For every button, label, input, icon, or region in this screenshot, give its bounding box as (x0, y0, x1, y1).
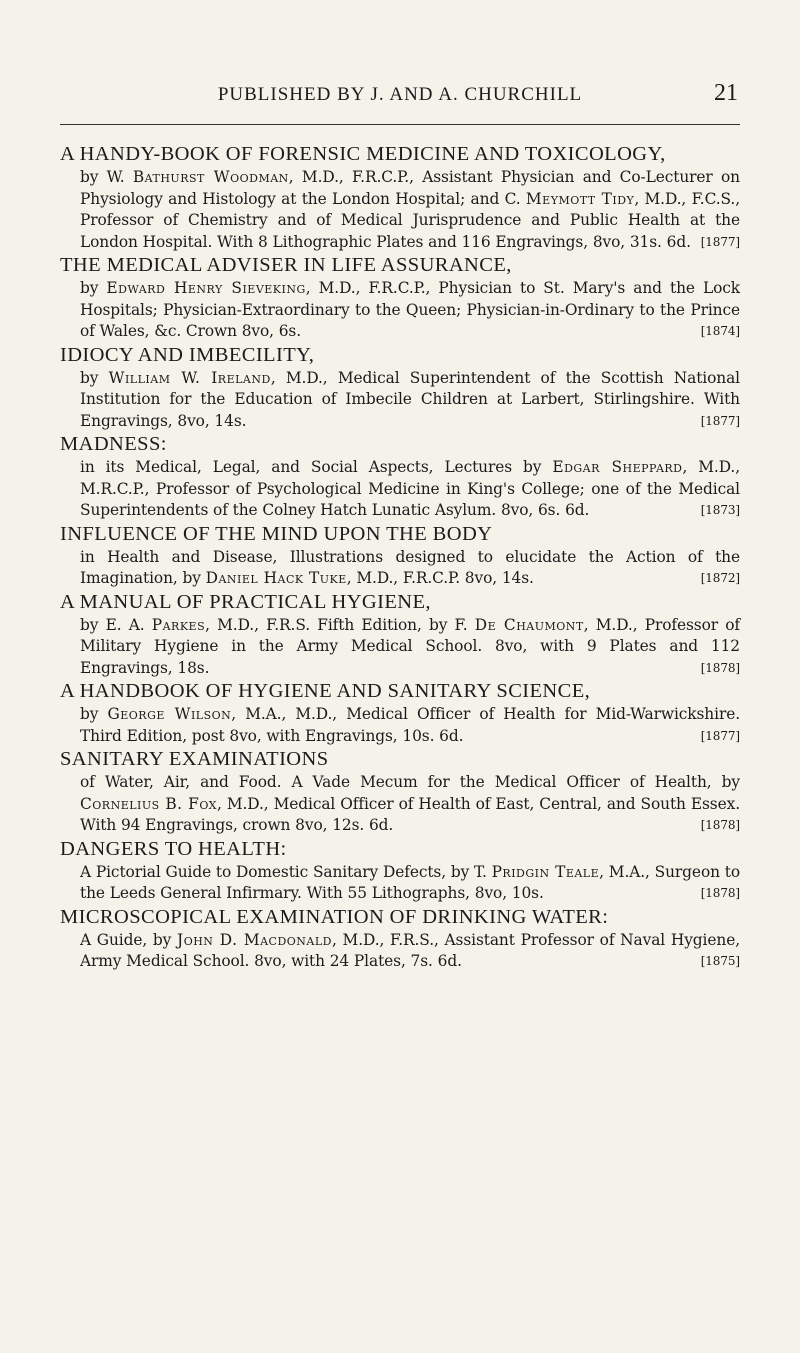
entry-description (60, 930, 740, 973)
publication-year: [1874] (700, 324, 740, 338)
author-name: Bathurst Woodman (132, 168, 289, 186)
author-name: John D. Macdonald (177, 930, 332, 949)
page-number: 21 (714, 80, 738, 106)
entry-text: , M.D., Professor of Military Hygiene in the Army Medical School. 8vo, with 9 Plates and 112 Engravings, 18s. (80, 615, 740, 677)
entry-text: by (80, 368, 109, 387)
entry-text: by E. A. (80, 615, 152, 634)
entry-text: by (80, 279, 107, 297)
catalogue-entry (60, 142, 740, 253)
catalogue-entry (60, 343, 740, 433)
author-name: Meymott Tidy (525, 189, 635, 208)
entry-title: SANITARY EXAMINATIONS (60, 748, 329, 770)
entry-title: THE MEDICAL ADVISER IN LIFE ASSURANCE, (60, 254, 512, 276)
publication-year: [1873] (700, 503, 740, 517)
entry-title: DANGERS TO HEALTH: (60, 837, 287, 860)
entry-text: , M.D., F.R.C.P., Assistant Physician and Co-Lecturer on Physiology and Histology at the London Hospital; and C. (80, 168, 740, 208)
publication-year: [1878] (700, 818, 740, 832)
entry-text: A Pictorial Guide to Domestic Sanitary Defects, by T. (80, 862, 492, 881)
entry-list (60, 142, 740, 973)
entry-title: INFLUENCE OF THE MIND UPON THE BODY (60, 522, 493, 545)
entry-text: , M.D., F.C.S., Professor of Chemistry and of Medical Jurisprudence and Public Health at the London Hospital. With 8 Lithographic Plates and 116 Engravings, 8vo, 31s. 6d. (80, 189, 740, 251)
author-name: Daniel Hack Tuke (205, 569, 347, 587)
entry-description (60, 278, 740, 343)
entry-text: in its Medical, Legal, and Social Aspects, Lectures by (80, 458, 553, 476)
entry-text: , M.D., F.R.S. Fifth Edition, by F. (205, 615, 475, 634)
entry-title: IDIOCY AND IMBECILITY, (60, 343, 315, 366)
author-name: Parkes (151, 615, 206, 634)
publication-year: [1877] (700, 234, 740, 249)
entry-text: by W. (80, 168, 133, 186)
entry-description (60, 862, 740, 905)
publication-year: [1878] (700, 886, 740, 900)
entry-text: in Health and Disease, Illustrations designed to elucidate the Action of the Imagination, by (80, 547, 740, 587)
entry-text: , M.A., Surgeon to the Leeds General Infirmary. With 55 Lithographs, 8vo, 10s. (80, 862, 741, 902)
entry-title: MADNESS: (60, 433, 167, 455)
catalogue-entry (60, 590, 740, 680)
catalogue-entry (60, 905, 740, 973)
entry-text: A Guide, by (80, 930, 178, 949)
author-name: De Chaumont (474, 615, 584, 634)
catalogue-entry (60, 837, 740, 905)
catalogue-entry (60, 679, 740, 747)
entry-text: , M.D., F.R.C.P., Physician to St. Mary's and the Lock Hospitals; Physician-Extraordinary to the Queen; Physician-in-Ordinary to the Prince of Wales, &c. Crown 8vo, 6s. (80, 279, 741, 340)
author-name: Pridgin Teale (491, 862, 600, 881)
entry-title: A HANDY-BOOK OF FORENSIC MEDICINE AND TOXICOLOGY, (60, 143, 666, 165)
entry-text: by (80, 705, 108, 723)
entry-title: A HANDBOOK OF HYGIENE AND SANITARY SCIENCE, (60, 680, 591, 702)
running-header (60, 76, 740, 116)
header-title: PUBLISHED BY J. AND A. CHURCHILL (217, 84, 583, 105)
author-name: William W. Ireland (108, 368, 271, 387)
publication-year: [1877] (700, 728, 740, 743)
author-name: Edward Henry Sieveking (106, 279, 306, 297)
entry-description (60, 547, 740, 590)
entry-title: A MANUAL OF PRACTICAL HYGIENE, (60, 590, 431, 613)
entry-text: , M.D., Medical Officer of Health of East, Central, and South Essex. With 94 Engravings, crown 8vo, 12s. 6d. (80, 794, 740, 834)
entry-text: of Water, Air, and Food. A Vade Mecum for the Medical Officer of Health, by (80, 773, 740, 791)
entry-description (60, 704, 740, 747)
entry-text: , M.A., M.D., Medical Officer of Health for Mid-Warwickshire. Third Edition, post 8vo, with Engravings, 10s. 6d. (80, 705, 740, 745)
catalogue-entry (60, 253, 740, 343)
entry-description (60, 615, 740, 680)
publication-year: [1878] (700, 660, 740, 675)
entry-text: , M.D., Medical Superintendent of the Scottish National Institution for the Education of Imbecile Children at Larbert, Stirlingshire. With Engravings, 8vo, 14s. (80, 368, 740, 430)
publication-year: [1875] (700, 954, 740, 968)
entry-text: , M.D., F.R.S., Assistant Professor of Naval Hygiene, Army Medical School. 8vo, with 24 Plates, 7s. 6d. (80, 930, 740, 970)
author-name: Cornelius B. Fox (80, 794, 217, 813)
entry-text: , M.D., M.R.C.P., Professor of Psychological Medicine in King's College; one of the Medical Superintendents of the Colney Hatch Lunatic Asylum. 8vo, 6s. 6d. (80, 458, 740, 519)
author-name: George Wilson (107, 705, 232, 723)
entry-description (60, 167, 740, 253)
author-name: Edgar Sheppard (552, 458, 683, 476)
publication-year: [1877] (700, 413, 740, 428)
publication-year: [1872] (700, 571, 740, 585)
entry-description (60, 457, 740, 522)
catalogue-entry (60, 747, 740, 837)
entry-title: MICROSCOPICAL EXAMINATION OF DRINKING WATER: (60, 905, 609, 928)
entry-text: , M.D., F.R.C.P. 8vo, 14s. (346, 569, 534, 587)
entry-description (60, 368, 740, 433)
catalogue-entry (60, 432, 740, 522)
entry-description (60, 772, 740, 837)
catalogue-entry (60, 522, 740, 590)
header-rule (60, 124, 740, 125)
